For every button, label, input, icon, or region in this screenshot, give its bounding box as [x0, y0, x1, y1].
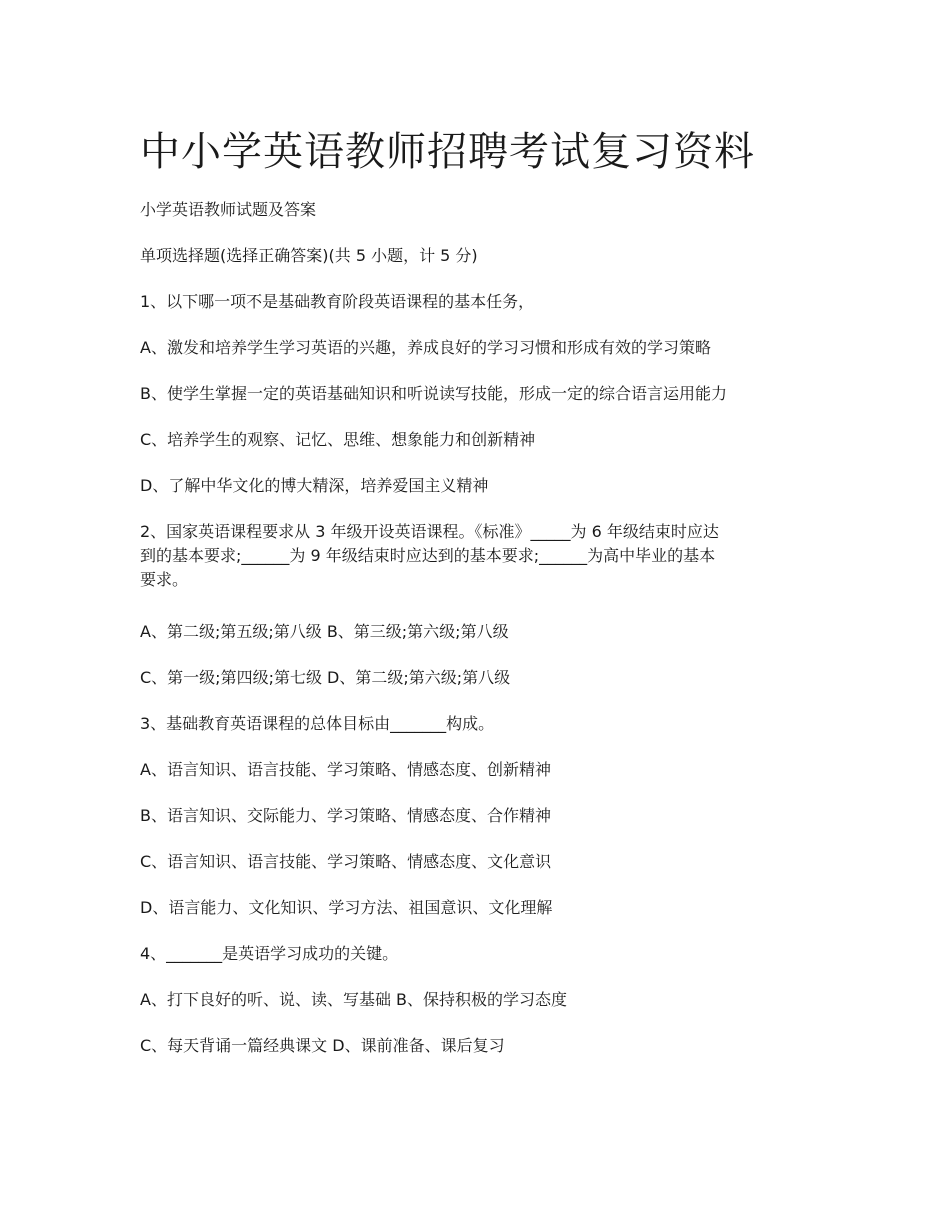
- question-2-stem-line-1: 2、国家英语课程要求从 3 年级开设英语课程。《标准》_____为 6 年级结束时应达: [140, 522, 719, 541]
- question-2-stem: [140, 520, 820, 592]
- question-4-options-cd: C、每天背诵一篇经典课文 D、课前准备、课后复习: [140, 1036, 505, 1055]
- question-1-option-c: C、培养学生的观察、记忆、思维、想象能力和创新精神: [140, 430, 536, 449]
- question-4-stem: 4、_______是英语学习成功的关键。: [140, 944, 399, 963]
- question-2-stem-line-2: 到的基本要求;______为 9 年级结束时应达到的基本要求;______为高中毕业的基本: [140, 546, 716, 565]
- question-3-option-d: D、语言能力、文化知识、学习方法、祖国意识、文化理解: [140, 898, 553, 917]
- question-3-option-b: B、语言知识、交际能力、学习策略、情感态度、合作精神: [140, 806, 551, 825]
- section-heading: 单项选择题(选择正确答案)(共 5 小题，计 5 分): [140, 246, 478, 265]
- question-1-option-a: A、激发和培养学生学习英语的兴趣，养成良好的学习习惯和形成有效的学习策略: [140, 338, 711, 357]
- document-title: 中小学英语教师招聘考试复习资料: [140, 129, 755, 175]
- question-3-option-c: C、语言知识、语言技能、学习策略、情感态度、文化意识: [140, 852, 552, 871]
- question-3-stem: 3、基础教育英语课程的总体目标由_______构成。: [140, 714, 495, 733]
- question-1-option-d: D、了解中华文化的博大精深，培养爱国主义精神: [140, 476, 489, 495]
- question-1-stem: 1、以下哪一项不是基础教育阶段英语课程的基本任务，: [140, 292, 535, 311]
- question-1-option-b: B、使学生掌握一定的英语基础知识和听说读写技能，形成一定的综合语言运用能力: [140, 384, 727, 403]
- question-3-option-a: A、语言知识、语言技能、学习策略、情感态度、创新精神: [140, 760, 551, 779]
- question-2-options-ab: A、第二级;第五级;第八级 B、第三级;第六级;第八级: [140, 622, 509, 641]
- question-2-stem-line-3: 要求。: [140, 570, 189, 589]
- question-2-options-cd: C、第一级;第四级;第七级 D、第二级;第六级;第八级: [140, 668, 511, 687]
- question-4-options-ab: A、打下良好的听、说、读、写基础 B、保持积极的学习态度: [140, 990, 568, 1009]
- document-subtitle: 小学英语教师试题及答案: [140, 200, 317, 219]
